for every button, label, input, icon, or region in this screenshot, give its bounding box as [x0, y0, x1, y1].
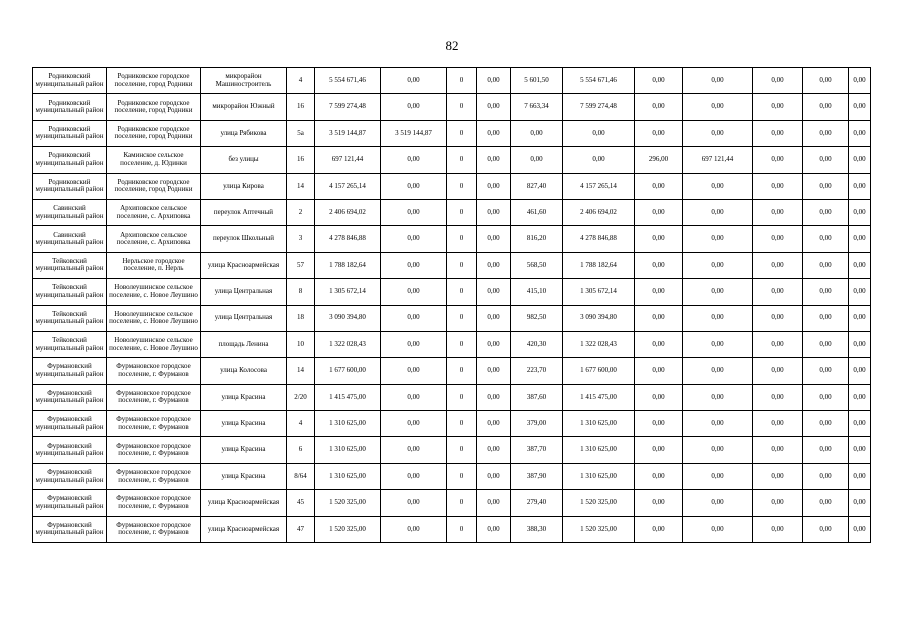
table-cell: 5 554 671,46 [563, 68, 635, 94]
table-row [33, 147, 871, 173]
table-cell: 0,00 [753, 68, 803, 94]
table-cell: 0,00 [563, 120, 635, 146]
table-cell: 0,00 [477, 199, 511, 225]
table-cell: Фурмановский муниципальный район [33, 358, 107, 384]
table-cell: 0,00 [849, 94, 871, 120]
table-cell: 0,00 [635, 173, 683, 199]
table-cell: 1 322 028,43 [563, 331, 635, 357]
table-cell: 0,00 [635, 358, 683, 384]
table-cell: 0,00 [753, 358, 803, 384]
table-cell: улица Рябикова [201, 120, 287, 146]
table-cell: 0,00 [477, 120, 511, 146]
table-row [33, 358, 871, 384]
table-cell: 568,50 [511, 252, 563, 278]
table-cell: переулок Аптечный [201, 199, 287, 225]
table-cell: 0,00 [381, 437, 447, 463]
table-cell: 0,00 [635, 94, 683, 120]
table-cell: 0,00 [849, 463, 871, 489]
table-cell: Родниковское городское поселение, город Родники [107, 120, 201, 146]
table-cell: 0,00 [381, 411, 447, 437]
table-row [33, 68, 871, 94]
table-cell: 1 520 325,00 [563, 490, 635, 516]
table-cell: 47 [287, 516, 315, 542]
table-cell: 0,00 [849, 68, 871, 94]
table-cell: Родниковский муниципальный район [33, 147, 107, 173]
table-cell: 388,30 [511, 516, 563, 542]
table-cell: 0,00 [753, 516, 803, 542]
table-cell: Фурмановское городское поселение, г. Фурманов [107, 358, 201, 384]
table-cell: 0,00 [381, 305, 447, 331]
table-cell: 0,00 [849, 437, 871, 463]
table-cell: 2 406 694,02 [315, 199, 381, 225]
table-cell: 0,00 [511, 120, 563, 146]
table-cell: 0,00 [477, 252, 511, 278]
table-cell: 0,00 [477, 490, 511, 516]
table-row [33, 516, 871, 542]
table-cell: 7 599 274,48 [315, 94, 381, 120]
table-cell: 4 157 265,14 [563, 173, 635, 199]
table-cell: 0 [447, 94, 477, 120]
table-cell: улица Красноармейская [201, 490, 287, 516]
table-cell: 0,00 [803, 384, 849, 410]
table-cell: 697 121,44 [683, 147, 753, 173]
table-cell: 0,00 [753, 147, 803, 173]
table-cell: 0,00 [635, 68, 683, 94]
table-cell: 0,00 [381, 279, 447, 305]
table-cell: 0,00 [511, 147, 563, 173]
table-cell: 0,00 [635, 437, 683, 463]
table-cell: 0,00 [635, 252, 683, 278]
table-cell: 0,00 [563, 147, 635, 173]
table-cell: 0,00 [849, 411, 871, 437]
table-cell: 0,00 [849, 358, 871, 384]
table-cell: Фурмановский муниципальный район [33, 463, 107, 489]
table-row [33, 252, 871, 278]
table-cell: 0 [447, 411, 477, 437]
table-cell: 0,00 [849, 490, 871, 516]
table-cell: 4 278 846,88 [315, 226, 381, 252]
table-cell: 0,00 [849, 199, 871, 225]
table-cell: 461,60 [511, 199, 563, 225]
table-cell: 0,00 [683, 437, 753, 463]
table-cell: 0,00 [477, 226, 511, 252]
table-cell: Фурмановское городское поселение, г. Фурманов [107, 490, 201, 516]
table-cell: 3 519 144,87 [315, 120, 381, 146]
table-cell: 0,00 [683, 94, 753, 120]
table-cell: 0,00 [849, 384, 871, 410]
table-cell: 0,00 [683, 331, 753, 357]
table-cell: Нерльское городское поселение, п. Нерль [107, 252, 201, 278]
table-cell: 3 090 394,80 [563, 305, 635, 331]
table-cell: 1 310 625,00 [563, 411, 635, 437]
table-cell: 4 278 846,88 [563, 226, 635, 252]
table-cell: 0,00 [635, 120, 683, 146]
table-cell: 0,00 [803, 490, 849, 516]
table-cell: улица Красина [201, 463, 287, 489]
table-cell: 0,00 [635, 411, 683, 437]
table-cell: 0,00 [381, 490, 447, 516]
table-cell: 0,00 [381, 68, 447, 94]
table-cell: 0,00 [803, 120, 849, 146]
table-cell: 0,00 [803, 147, 849, 173]
table-cell: 1 520 325,00 [315, 516, 381, 542]
table-cell: 0,00 [381, 463, 447, 489]
table-cell: 0,00 [683, 305, 753, 331]
table-cell: 1 415 475,00 [315, 384, 381, 410]
table-cell: 2/20 [287, 384, 315, 410]
table-cell: 0,00 [849, 173, 871, 199]
table-cell: микрорайон Машиностроитель [201, 68, 287, 94]
table-row [33, 411, 871, 437]
table-cell: 0,00 [803, 279, 849, 305]
table-cell: Новолеушинское сельское поселение, с. Новое Леушино [107, 279, 201, 305]
table-cell: Фурмановское городское поселение, г. Фурманов [107, 411, 201, 437]
table-cell: Родниковское городское поселение, город Родники [107, 94, 201, 120]
table-cell: 0,00 [635, 516, 683, 542]
table-cell: 0,00 [381, 94, 447, 120]
table-cell: 0 [447, 305, 477, 331]
table-cell: 0 [447, 437, 477, 463]
table-cell: 0,00 [803, 411, 849, 437]
table-cell: 3 090 394,80 [315, 305, 381, 331]
table-cell: улица Красина [201, 437, 287, 463]
table-cell: 296,00 [635, 147, 683, 173]
table-cell: 0,00 [635, 384, 683, 410]
table-cell: 0,00 [477, 331, 511, 357]
table-row [33, 173, 871, 199]
table-cell: 0,00 [803, 199, 849, 225]
table-cell: 0,00 [477, 437, 511, 463]
table-cell: 0,00 [683, 490, 753, 516]
table-cell: Родниковский муниципальный район [33, 94, 107, 120]
table-cell: Тейковский муниципальный район [33, 305, 107, 331]
table-row [33, 94, 871, 120]
table-cell: 0 [447, 199, 477, 225]
table-cell: Фурмановский муниципальный район [33, 384, 107, 410]
table-cell: Фурмановское городское поселение, г. Фурманов [107, 516, 201, 542]
table-cell: 0,00 [803, 252, 849, 278]
table-cell: 0,00 [849, 331, 871, 357]
table-cell: 0,00 [683, 173, 753, 199]
table-cell: 1 520 325,00 [563, 516, 635, 542]
table-cell: 1 788 182,64 [563, 252, 635, 278]
table-cell: 0 [447, 331, 477, 357]
table-cell: 0,00 [849, 279, 871, 305]
table-cell: 0,00 [849, 147, 871, 173]
table-cell: 0,00 [635, 305, 683, 331]
table-cell: 0,00 [803, 358, 849, 384]
table-cell: 0,00 [753, 490, 803, 516]
table-cell: 0,00 [683, 199, 753, 225]
table-cell: 3 [287, 226, 315, 252]
table-cell: 1 305 672,14 [315, 279, 381, 305]
table-cell: улица Красина [201, 411, 287, 437]
table-cell: 0,00 [803, 226, 849, 252]
table-cell: 8/64 [287, 463, 315, 489]
table-row [33, 120, 871, 146]
table-cell: без улицы [201, 147, 287, 173]
table-cell: 0 [447, 68, 477, 94]
table-cell: 5 601,50 [511, 68, 563, 94]
table-cell: улица Кирова [201, 173, 287, 199]
table-cell: 0,00 [683, 279, 753, 305]
table-cell: улица Красина [201, 384, 287, 410]
table-cell: 223,70 [511, 358, 563, 384]
table-cell: 0,00 [849, 252, 871, 278]
table-cell: 0,00 [803, 173, 849, 199]
table-row [33, 490, 871, 516]
table-cell: Фурмановский муниципальный район [33, 516, 107, 542]
table-cell: 16 [287, 94, 315, 120]
table-cell: 0,00 [683, 226, 753, 252]
table-row [33, 279, 871, 305]
table-cell: 0,00 [803, 437, 849, 463]
table-cell: 0,00 [803, 463, 849, 489]
table-cell: 0,00 [803, 68, 849, 94]
table-cell: 982,50 [511, 305, 563, 331]
table-cell: площадь Ленина [201, 331, 287, 357]
table-cell: Фурмановское городское поселение, г. Фурманов [107, 384, 201, 410]
table-cell: 387,70 [511, 437, 563, 463]
table-cell: 14 [287, 358, 315, 384]
table-cell: 0,00 [683, 384, 753, 410]
table-cell: 3 519 144,87 [381, 120, 447, 146]
table-cell: 0,00 [635, 199, 683, 225]
table-cell: Тейковский муниципальный район [33, 279, 107, 305]
table-cell: 420,30 [511, 331, 563, 357]
table-cell: 0,00 [849, 120, 871, 146]
table-cell: 0,00 [683, 411, 753, 437]
table-cell: 0,00 [849, 226, 871, 252]
table-cell: 0,00 [753, 463, 803, 489]
table-cell: 1 310 625,00 [315, 437, 381, 463]
table-row [33, 331, 871, 357]
table-cell: улица Центральная [201, 279, 287, 305]
table-cell: 379,00 [511, 411, 563, 437]
table-cell: 0,00 [753, 411, 803, 437]
table-cell: 5а [287, 120, 315, 146]
table-cell: 0 [447, 463, 477, 489]
table-cell: 1 310 625,00 [315, 411, 381, 437]
table-cell: Фурмановский муниципальный район [33, 437, 107, 463]
table-cell: Родниковский муниципальный район [33, 68, 107, 94]
table-cell: 1 322 028,43 [315, 331, 381, 357]
table-cell: 2 [287, 199, 315, 225]
table-cell: 4 157 265,14 [315, 173, 381, 199]
table-cell: Родниковский муниципальный район [33, 120, 107, 146]
table-cell: 0,00 [753, 279, 803, 305]
table-cell: микрорайон Южный [201, 94, 287, 120]
table-cell: 0,00 [635, 463, 683, 489]
table-row [33, 437, 871, 463]
table-cell: 0,00 [381, 516, 447, 542]
table-cell: 0,00 [477, 147, 511, 173]
table-cell: 0,00 [635, 226, 683, 252]
table-row [33, 463, 871, 489]
table-cell: 0,00 [753, 199, 803, 225]
table-cell: Новолеушинское сельское поселение, с. Новое Леушино [107, 305, 201, 331]
table-cell: 0,00 [381, 331, 447, 357]
table-cell: Архиповское сельское поселение, с. Архиповка [107, 199, 201, 225]
table-cell: переулок Школьный [201, 226, 287, 252]
table-cell: 0,00 [803, 331, 849, 357]
table-cell: Каминское сельское поселение, д. Юдинки [107, 147, 201, 173]
table-cell: Родниковский муниципальный район [33, 173, 107, 199]
table-cell: 0,00 [753, 252, 803, 278]
table-cell: 1 415 475,00 [563, 384, 635, 410]
table-row [33, 199, 871, 225]
table-cell: улица Красноармейская [201, 252, 287, 278]
table-cell: 0,00 [683, 252, 753, 278]
table-cell: 14 [287, 173, 315, 199]
table-cell: 0,00 [381, 173, 447, 199]
table-cell: 1 305 672,14 [563, 279, 635, 305]
table-cell: 387,90 [511, 463, 563, 489]
table-row [33, 305, 871, 331]
table-cell: 2 406 694,02 [563, 199, 635, 225]
table-cell: 0,00 [753, 173, 803, 199]
table-cell: 1 788 182,64 [315, 252, 381, 278]
table-cell: 57 [287, 252, 315, 278]
table-cell: Новолеушинское сельское поселение, с. Новое Леушино [107, 331, 201, 357]
table-cell: 0,00 [753, 94, 803, 120]
table-cell: 0 [447, 490, 477, 516]
table-cell: 0,00 [477, 463, 511, 489]
table-cell: Фурмановское городское поселение, г. Фурманов [107, 463, 201, 489]
table-cell: 0,00 [635, 490, 683, 516]
table-cell: 8 [287, 279, 315, 305]
table-cell: 0,00 [753, 437, 803, 463]
table-cell: 0,00 [381, 226, 447, 252]
table-cell: Родниковское городское поселение, город Родники [107, 173, 201, 199]
table-cell: 16 [287, 147, 315, 173]
table-cell: 0,00 [753, 331, 803, 357]
table-cell: 0,00 [381, 384, 447, 410]
table-cell: 0,00 [477, 411, 511, 437]
table-cell: 5 554 671,46 [315, 68, 381, 94]
table-cell: Фурмановский муниципальный район [33, 490, 107, 516]
table-cell: 697 121,44 [315, 147, 381, 173]
table-cell: 4 [287, 411, 315, 437]
table-cell: 1 520 325,00 [315, 490, 381, 516]
table-cell: Фурмановское городское поселение, г. Фурманов [107, 437, 201, 463]
table-cell: 0,00 [683, 120, 753, 146]
table-cell: 387,60 [511, 384, 563, 410]
table-cell: 0 [447, 516, 477, 542]
table-cell: 4 [287, 68, 315, 94]
table-cell: 1 310 625,00 [315, 463, 381, 489]
table-cell: 0,00 [803, 516, 849, 542]
table-cell: 0,00 [753, 305, 803, 331]
table-cell: 0 [447, 279, 477, 305]
table-cell: 0 [447, 226, 477, 252]
table-cell: Архиповское сельское поселение, с. Архиповка [107, 226, 201, 252]
table-cell: 0 [447, 384, 477, 410]
table-cell: 0,00 [477, 516, 511, 542]
table-cell: Тейковский муниципальный район [33, 331, 107, 357]
table-cell: 0,00 [477, 358, 511, 384]
data-table [32, 67, 871, 543]
page-number: 82 [445, 38, 459, 53]
table-cell: 0,00 [683, 463, 753, 489]
table-cell: 1 677 600,00 [315, 358, 381, 384]
table-cell: 0 [447, 120, 477, 146]
table-cell: 7 663,34 [511, 94, 563, 120]
table-cell: 0,00 [477, 384, 511, 410]
table-cell: улица Центральная [201, 305, 287, 331]
table-cell: 1 310 625,00 [563, 437, 635, 463]
table-cell: 10 [287, 331, 315, 357]
table-cell: Тейковский муниципальный район [33, 252, 107, 278]
table-cell: 827,40 [511, 173, 563, 199]
table-cell: 816,20 [511, 226, 563, 252]
table-cell: Савинский муниципальный район [33, 226, 107, 252]
table-cell: Фурмановский муниципальный район [33, 411, 107, 437]
table-cell: 0,00 [381, 199, 447, 225]
table-cell: 0,00 [753, 384, 803, 410]
table-cell: 0,00 [477, 173, 511, 199]
table-cell: 415,10 [511, 279, 563, 305]
table-cell: 279,40 [511, 490, 563, 516]
table-cell: 0,00 [803, 94, 849, 120]
table-cell: 0,00 [803, 305, 849, 331]
table-cell: 45 [287, 490, 315, 516]
table-cell: 0 [447, 173, 477, 199]
table-cell: 0,00 [683, 516, 753, 542]
table-cell: 0,00 [683, 68, 753, 94]
table-cell: улица Красноармейская [201, 516, 287, 542]
table-cell: 0,00 [753, 120, 803, 146]
table-cell: 0,00 [381, 358, 447, 384]
table-cell: улица Колосова [201, 358, 287, 384]
table-cell: 18 [287, 305, 315, 331]
table-cell: Савинский муниципальный район [33, 199, 107, 225]
table-cell: 0,00 [381, 147, 447, 173]
table-cell: 0,00 [849, 516, 871, 542]
table-row [33, 226, 871, 252]
table-cell: 0 [447, 252, 477, 278]
table-cell: 0,00 [635, 331, 683, 357]
table-cell: 7 599 274,48 [563, 94, 635, 120]
table-cell: 0 [447, 147, 477, 173]
table-cell: 0,00 [477, 94, 511, 120]
table-cell: 0,00 [635, 279, 683, 305]
table-cell: Родниковское городское поселение, город Родники [107, 68, 201, 94]
table-cell: 0,00 [477, 305, 511, 331]
table-cell: 6 [287, 437, 315, 463]
table-cell: 0,00 [849, 305, 871, 331]
table-cell: 0,00 [753, 226, 803, 252]
table-cell: 0,00 [683, 358, 753, 384]
table-cell: 0 [447, 358, 477, 384]
table-cell: 1 310 625,00 [563, 463, 635, 489]
table-cell: 0,00 [381, 252, 447, 278]
table-row [33, 384, 871, 410]
table-cell: 0,00 [477, 68, 511, 94]
table-cell: 0,00 [477, 279, 511, 305]
table-cell: 1 677 600,00 [563, 358, 635, 384]
